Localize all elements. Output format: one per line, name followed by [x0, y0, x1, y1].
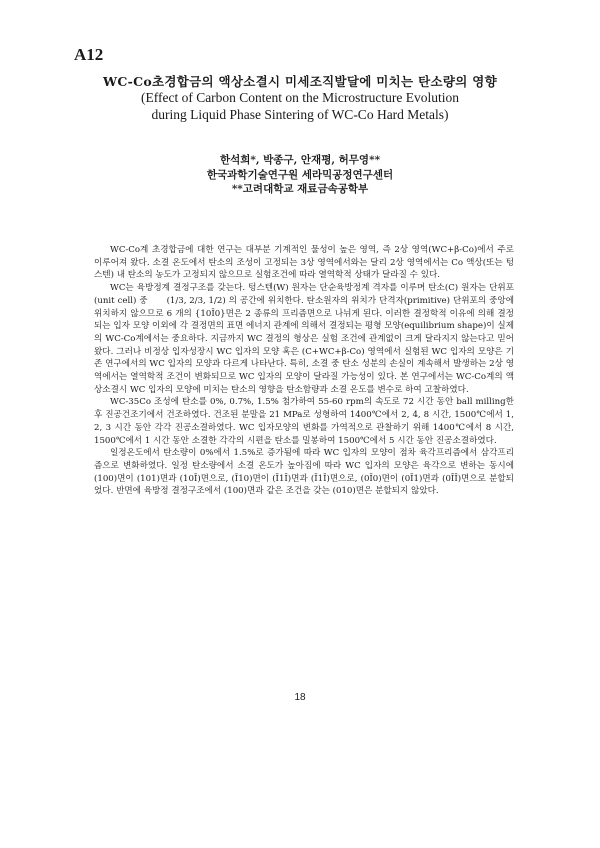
affiliation-2: **고려대학교 재료금속공학부 [231, 183, 369, 195]
affiliation-1: 한국과학기술연구원 세라믹공정연구센터 [206, 168, 394, 181]
paragraph-4: 일정온도에서 탄소량이 0%에서 1.5%로 증가됨에 따라 WC 입자의 모양이 점차 육각프리즘에서 삼각프리즘으로 변화하였다. 일정 탄소량에서 소결 온도가 높아짐에 따라 WC 입자의 모양은 육각으로 변하는 동시에 (100)면이 (101)면과 (10Ī)면으로, (Ī10)면이 (Ī1Ī)면과 (Ī1Ī)면으로, (0Ī0)면이 (0Ī1)면과 (0ĪĪ)면으로 분할되었다. 반면에 육방정 결정구조에서 (100)면과 같은 조건을 갖는 (010)면은 분할되지 않았다. [94, 448, 514, 497]
author-block [0, 153, 600, 197]
title-english [0, 89, 600, 123]
body-text [94, 244, 514, 498]
abstract-code: A12 [74, 45, 104, 64]
title-english-line-2: during Liquid Phase Sintering of WC-Co Hard Metals) [151, 107, 449, 122]
paragraph-2-part-a: WC는 육방정계 결정구조를 갖는다. 텅스텐(W) 원자는 단순육방정계 격자를 이루며 탄소(C) 원자는 단위포(unit cell) 중 [94, 283, 514, 306]
title-english-line-1: (Effect of Carbon Content on the Microstructure Evolution [140, 90, 460, 105]
paragraph-2 [94, 282, 514, 396]
paragraph-3: WC-35Co 조성에 탄소를 0%, 0.7%, 1.5% 첨가하여 55-60 rpm의 속도로 72 시간 동안 ball milling한 후 진공건조기에서 건조하였다. 건조된 분말을 21 MPa로 성형하여 1400℃에서 2, 4, 8 시간, 1500℃에서 1, 2, 3 시간 동안 각각 진공소결하였다. WC 입자모양의 변화를 가역적으로 관찰하기 위해 1400℃에서 8 시간, 1500℃에서 1 시간 동안 소결한 각각의 시편을 탄소를 밀봉하여 1500℃에서 5 시간 동안 진공소결하였다. [94, 397, 514, 446]
paragraph-1: WC-Co계 초경합금에 대한 연구는 대부분 기계적인 물성이 높은 영역, 즉 2상 영역(WC+β-Co)에서 주로 이루어져 왔다. 소결 온도에서 탄소의 조성이 고정되는 3상 영역에서와는 달리 2상 영역에서는 Co 액상(또는 텅스텐) 내 탄소의 농도가 고정되지 않으므로 실험조건에 따라 열역학적 상태가 달라질 수 있다. [94, 245, 514, 281]
paragraph-2-part-b: 의 공간에 위치한다. 탄소원자의 위치가 단격자(primitive) 단위포의 중앙에 위치하지 않으므로 6 개의 {10Ī0}면은 2 종류의 프리즘면으로 나뉘게 된다. 이러한 결정학적 이유에 의해 결정되는 입자 모양 이외에 각 결정면의 표면 에너지 관계에 의해서 결정되는 평형 모양(equilibrium shape)이 실제의 WC-Co계에서는 중요하다. 지금까지 WC 결정의 형상은 실험 조건에 관계없이 크게 달라지지 않는다고 믿어왔다. 그러나 비정상 입자성장시 WC 입자의 모양 혹은 (C+WC+β-Co) 영역에서 실험된 WC 입자의 모양은 기존 연구에서의 WC 입자의 모양과 다르게 나타난다. 특히, 소결 중 탄소 성분의 손실이 계속해서 발생하는 2상 영역에서는 열역학적 조건이 변화되므로 WC 입자의 모양이 달라질 가능성이 있다. 본 연구에서는 WC-Co계의 액상소결시 WC 입자의 모양에 미치는 탄소의 영향을 탄소함량과 소결 온도를 변수로 하여 고찰하였다. [94, 295, 515, 395]
page-number: 18 [294, 692, 306, 703]
fractional-coordinates: (1/3, 2/3, 1/2) [166, 295, 226, 306]
title-korean: WC-Co초경합금의 액상소결시 미세조직발달에 미치는 탄소량의 영향 [103, 74, 497, 89]
authors: 한석희*, 박종구, 안재평, 허무영** [219, 154, 381, 166]
